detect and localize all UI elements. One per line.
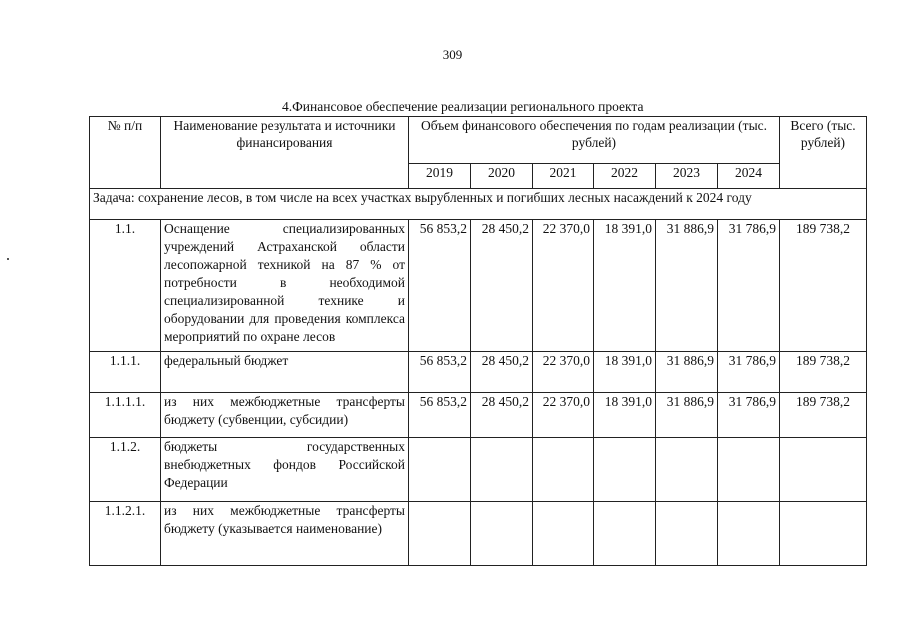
value-cell: 56 853,2 xyxy=(409,393,471,438)
year-cell: 2022 xyxy=(594,164,656,189)
total-cell: 189 738,2 xyxy=(780,352,867,393)
row-name: бюджеты государственных внебюджетных фондов Российской Федерации xyxy=(161,438,409,502)
header-volume: Объем финансового обеспечения по годам реализации (тыс. рублей) xyxy=(409,117,780,164)
value-cell xyxy=(471,502,533,566)
total-cell xyxy=(780,502,867,566)
year-cell: 2021 xyxy=(533,164,594,189)
value-cell xyxy=(718,502,780,566)
scan-speck xyxy=(7,258,9,260)
year-cell: 2024 xyxy=(718,164,780,189)
task-text: Задача: сохранение лесов, в том числе на всех участках вырубленных и погибших лесных насаждений к 2024 году xyxy=(90,189,867,220)
row-num: 1.1.1.1. xyxy=(90,393,161,438)
row-num: 1.1.1. xyxy=(90,352,161,393)
value-cell: 56 853,2 xyxy=(409,220,471,352)
row-name: из них межбюджетные трансферты бюджету (указывается наименование) xyxy=(161,502,409,566)
value-cell: 31 886,9 xyxy=(656,393,718,438)
page-number: 309 xyxy=(442,47,463,62)
value-cell: 31 786,9 xyxy=(718,220,780,352)
task-row xyxy=(90,189,867,220)
value-cell: 18 391,0 xyxy=(594,393,656,438)
value-cell: 18 391,0 xyxy=(594,352,656,393)
value-cell xyxy=(718,438,780,502)
value-cell xyxy=(594,502,656,566)
value-cell: 22 370,0 xyxy=(533,352,594,393)
total-cell: 189 738,2 xyxy=(780,220,867,352)
row-num: 1.1. xyxy=(90,220,161,352)
header-num: № п/п xyxy=(90,117,161,189)
table-row xyxy=(90,438,867,502)
value-cell: 28 450,2 xyxy=(471,393,533,438)
value-cell: 31 886,9 xyxy=(656,352,718,393)
total-cell: 189 738,2 xyxy=(780,393,867,438)
table-row xyxy=(90,502,867,566)
year-cell: 2019 xyxy=(409,164,471,189)
header-total: Всего (тыс. рублей) xyxy=(780,117,867,189)
value-cell: 31 786,9 xyxy=(718,393,780,438)
value-cell xyxy=(656,438,718,502)
table-row xyxy=(90,352,867,393)
row-name: Оснащение специализированных учреждений Астраханской области лесопожарной техникой на 87 % от потребности в необходимой специализированной технике и оборудовании для проведения комплекса мероприятий по охране лесов xyxy=(161,220,409,352)
value-cell: 56 853,2 xyxy=(409,352,471,393)
row-name: федеральный бюджет xyxy=(161,352,409,393)
row-num: 1.1.2. xyxy=(90,438,161,502)
value-cell: 31 886,9 xyxy=(656,220,718,352)
year-cell: 2020 xyxy=(471,164,533,189)
value-cell xyxy=(533,438,594,502)
value-cell: 18 391,0 xyxy=(594,220,656,352)
header-row xyxy=(90,117,867,164)
value-cell: 22 370,0 xyxy=(533,220,594,352)
value-cell xyxy=(409,438,471,502)
value-cell xyxy=(471,438,533,502)
value-cell: 28 450,2 xyxy=(471,220,533,352)
value-cell: 31 786,9 xyxy=(718,352,780,393)
financing-table xyxy=(89,116,867,566)
table-row xyxy=(90,393,867,438)
row-num: 1.1.2.1. xyxy=(90,502,161,566)
value-cell: 22 370,0 xyxy=(533,393,594,438)
table-row xyxy=(90,220,867,352)
row-name: из них межбюджетные трансферты бюджету (субвенции, субсидии) xyxy=(161,393,409,438)
value-cell xyxy=(409,502,471,566)
header-name: Наименование результата и источники финансирования xyxy=(161,117,409,189)
value-cell: 28 450,2 xyxy=(471,352,533,393)
value-cell xyxy=(656,502,718,566)
table-title: 4.Финансовое обеспечение реализации регионального проекта xyxy=(282,99,644,114)
year-cell: 2023 xyxy=(656,164,718,189)
total-cell xyxy=(780,438,867,502)
value-cell xyxy=(533,502,594,566)
value-cell xyxy=(594,438,656,502)
